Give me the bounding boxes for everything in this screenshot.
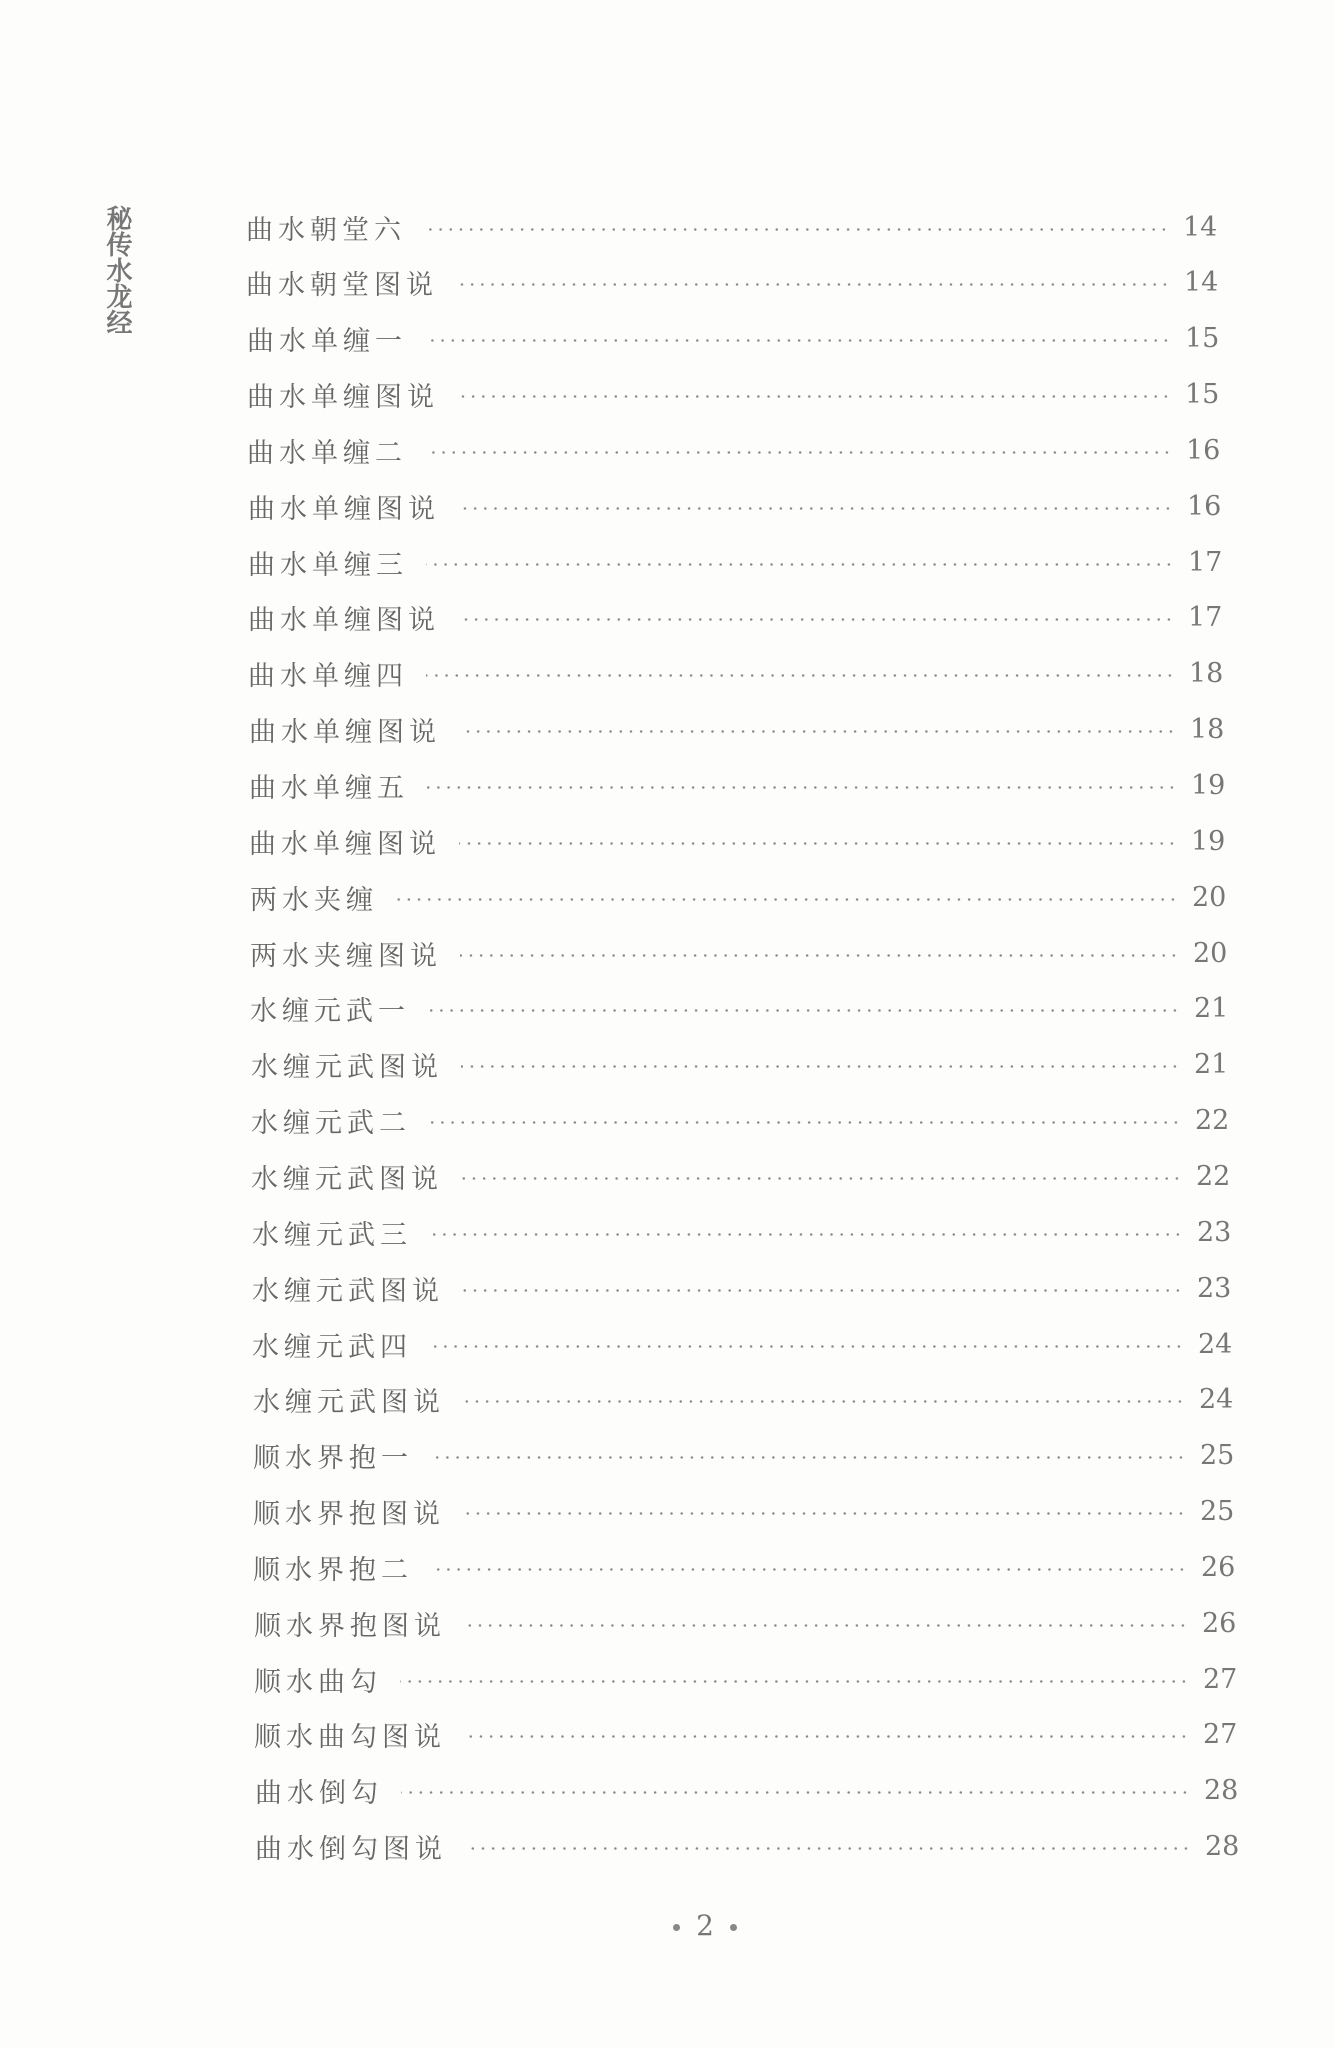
toc-entry-page: 23 <box>1197 1216 1232 1248</box>
toc-entry-title: 顺水曲勾图说 <box>254 1722 446 1754</box>
toc-entry[interactable] <box>247 319 1225 359</box>
toc-entry-page: 22 <box>1195 1105 1230 1137</box>
toc-entry-title: 曲水单缠一 <box>247 326 407 358</box>
toc-entry-title: 曲水单缠图说 <box>248 493 440 525</box>
toc-entry-title: 水缠元武图说 <box>251 1163 443 1195</box>
page-number-dot-right <box>730 1924 737 1931</box>
toc-entry[interactable] <box>250 933 1233 973</box>
toc-entry[interactable] <box>248 486 1227 526</box>
toc-entry-title: 曲水朝堂图说 <box>246 270 438 302</box>
toc-entry-page: 25 <box>1200 1496 1235 1528</box>
toc-entry-page: 20 <box>1193 937 1228 969</box>
page-number-dot-left <box>673 1924 680 1931</box>
toc-entry-title: 曲水倒勾图说 <box>255 1834 447 1866</box>
toc-entry[interactable] <box>248 654 1229 694</box>
toc-entry[interactable] <box>251 1156 1236 1196</box>
toc-entry-title: 曲水单缠图说 <box>247 382 439 414</box>
toc-entry-page: 18 <box>1190 714 1225 746</box>
toc-entry[interactable] <box>247 375 1225 415</box>
toc-entry-page: 25 <box>1200 1440 1235 1472</box>
toc-entry-page: 15 <box>1185 323 1220 355</box>
dot-leader <box>461 1177 1182 1180</box>
dot-leader <box>461 1065 1180 1068</box>
toc-entry-title: 顺水界抱一 <box>253 1443 413 1475</box>
toc-entry-title: 曲水单缠图说 <box>248 605 440 637</box>
dot-leader <box>463 1400 1185 1403</box>
page-number <box>0 1909 1335 1942</box>
book-title-vertical: 秘传水龙经 <box>102 205 132 335</box>
toc-entry[interactable] <box>254 1659 1243 1699</box>
toc-entry-title: 水缠元武二 <box>251 1108 411 1140</box>
dot-leader <box>401 1791 1190 1794</box>
toc-entry-title: 水缠元武图说 <box>251 1052 443 1084</box>
dot-leader <box>400 1680 1189 1683</box>
toc-entry-title: 两水夹缠 <box>250 884 378 916</box>
toc-entry[interactable] <box>253 1436 1240 1476</box>
toc-entry[interactable] <box>247 430 1226 470</box>
toc-entry[interactable] <box>252 1212 1237 1252</box>
toc-entry-page: 21 <box>1194 993 1229 1025</box>
toc-entry-page: 14 <box>1184 267 1219 299</box>
toc-entry[interactable] <box>249 710 1230 750</box>
toc-entry[interactable] <box>253 1380 1239 1420</box>
toc-entry[interactable] <box>250 989 1234 1029</box>
page-number-value: 2 <box>696 1909 714 1942</box>
toc-entry-title: 水缠元武三 <box>252 1219 412 1251</box>
dot-leader <box>431 1568 1187 1571</box>
toc-entry-page: 22 <box>1196 1160 1231 1192</box>
toc-entry-title: 水缠元武四 <box>252 1331 412 1363</box>
toc-entry-page: 16 <box>1187 490 1222 522</box>
toc-entry-title: 曲水单缠二 <box>247 437 407 469</box>
toc-entry[interactable] <box>249 766 1231 806</box>
dot-leader <box>459 730 1176 733</box>
toc-entry-page: 24 <box>1198 1328 1233 1360</box>
toc-entry[interactable] <box>255 1771 1244 1811</box>
dot-leader <box>429 1121 1181 1124</box>
toc-entry-title: 水缠元武一 <box>250 996 410 1028</box>
dot-leader <box>464 1735 1189 1738</box>
toc-entry-title: 顺水界抱二 <box>253 1554 413 1586</box>
dot-leader <box>425 339 1171 342</box>
dot-leader <box>431 1456 1186 1459</box>
dot-leader <box>424 228 1169 231</box>
toc-entry-page: 14 <box>1183 211 1218 243</box>
dot-leader <box>460 954 1179 957</box>
toc-entry[interactable] <box>246 207 1223 247</box>
toc-entry[interactable] <box>248 598 1228 638</box>
toc-entry-page: 28 <box>1204 1775 1239 1807</box>
dot-leader <box>427 786 1177 789</box>
toc-entry-title: 曲水朝堂六 <box>246 214 406 246</box>
toc-entry[interactable] <box>254 1715 1243 1755</box>
toc-entry-title: 顺水界抱图说 <box>253 1499 445 1531</box>
toc-entry-title: 曲水单缠图说 <box>249 717 441 749</box>
toc-entry-page: 15 <box>1185 379 1220 411</box>
toc-entry-title: 水缠元武图说 <box>253 1387 445 1419</box>
toc-entry-page: 24 <box>1199 1384 1234 1416</box>
dot-leader <box>463 1512 1186 1515</box>
dot-leader <box>465 1847 1191 1850</box>
dot-leader <box>426 563 1174 566</box>
toc-entry[interactable] <box>254 1603 1242 1643</box>
toc-entry-page: 26 <box>1202 1607 1237 1639</box>
dot-leader <box>456 283 1170 286</box>
toc-entry-title: 曲水单缠四 <box>248 661 408 693</box>
toc-entry[interactable] <box>251 1101 1235 1141</box>
toc-entry[interactable] <box>252 1324 1238 1364</box>
dot-leader <box>458 618 1174 621</box>
toc-entry-title: 两水夹缠图说 <box>250 940 442 972</box>
toc-entry-title: 顺水界抱图说 <box>254 1610 446 1642</box>
toc-entry-page: 18 <box>1189 658 1224 690</box>
dot-leader <box>426 674 1175 677</box>
toc-entry-title: 水缠元武图说 <box>252 1275 444 1307</box>
toc-entry[interactable] <box>253 1547 1241 1587</box>
toc-entry-title: 曲水单缠图说 <box>249 828 441 860</box>
dot-leader <box>457 395 1171 398</box>
toc-entry-page: 17 <box>1188 546 1223 578</box>
toc-entry-page: 26 <box>1201 1551 1236 1583</box>
toc-entry[interactable] <box>248 542 1228 582</box>
toc-entry-page: 19 <box>1191 825 1226 857</box>
toc-entry-page: 16 <box>1186 434 1221 466</box>
toc-entry[interactable] <box>255 1827 1245 1867</box>
dot-leader <box>459 842 1177 845</box>
toc-entry-title: 曲水单缠三 <box>248 549 408 581</box>
toc-entry-page: 27 <box>1203 1663 1238 1695</box>
dot-leader <box>396 898 1178 901</box>
toc-entry-page: 23 <box>1197 1272 1232 1304</box>
dot-leader <box>458 507 1173 510</box>
toc-entry[interactable] <box>253 1492 1240 1532</box>
toc-entry-page: 28 <box>1205 1831 1240 1863</box>
toc-entry[interactable] <box>251 1045 1234 1085</box>
dot-leader <box>462 1289 1183 1292</box>
dot-leader <box>464 1624 1188 1627</box>
dot-leader <box>430 1233 1183 1236</box>
toc-entry-title: 顺水曲勾 <box>254 1666 382 1698</box>
toc-entry-page: 19 <box>1191 770 1226 801</box>
dot-leader <box>428 1009 1180 1012</box>
dot-leader <box>425 451 1172 454</box>
toc-entry-page: 27 <box>1203 1719 1238 1751</box>
toc-entry[interactable] <box>249 821 1231 861</box>
toc-entry[interactable] <box>250 877 1232 917</box>
toc-entry-title: 曲水倒勾 <box>255 1778 383 1810</box>
dot-leader <box>430 1345 1184 1348</box>
toc-entry-page: 17 <box>1188 602 1223 634</box>
toc-entry[interactable] <box>246 263 1224 303</box>
toc-entry-page: 21 <box>1194 1049 1229 1081</box>
toc-entry[interactable] <box>252 1268 1237 1308</box>
toc-entry-title: 曲水单缠五 <box>249 773 409 804</box>
toc-entry-page: 20 <box>1192 881 1227 913</box>
